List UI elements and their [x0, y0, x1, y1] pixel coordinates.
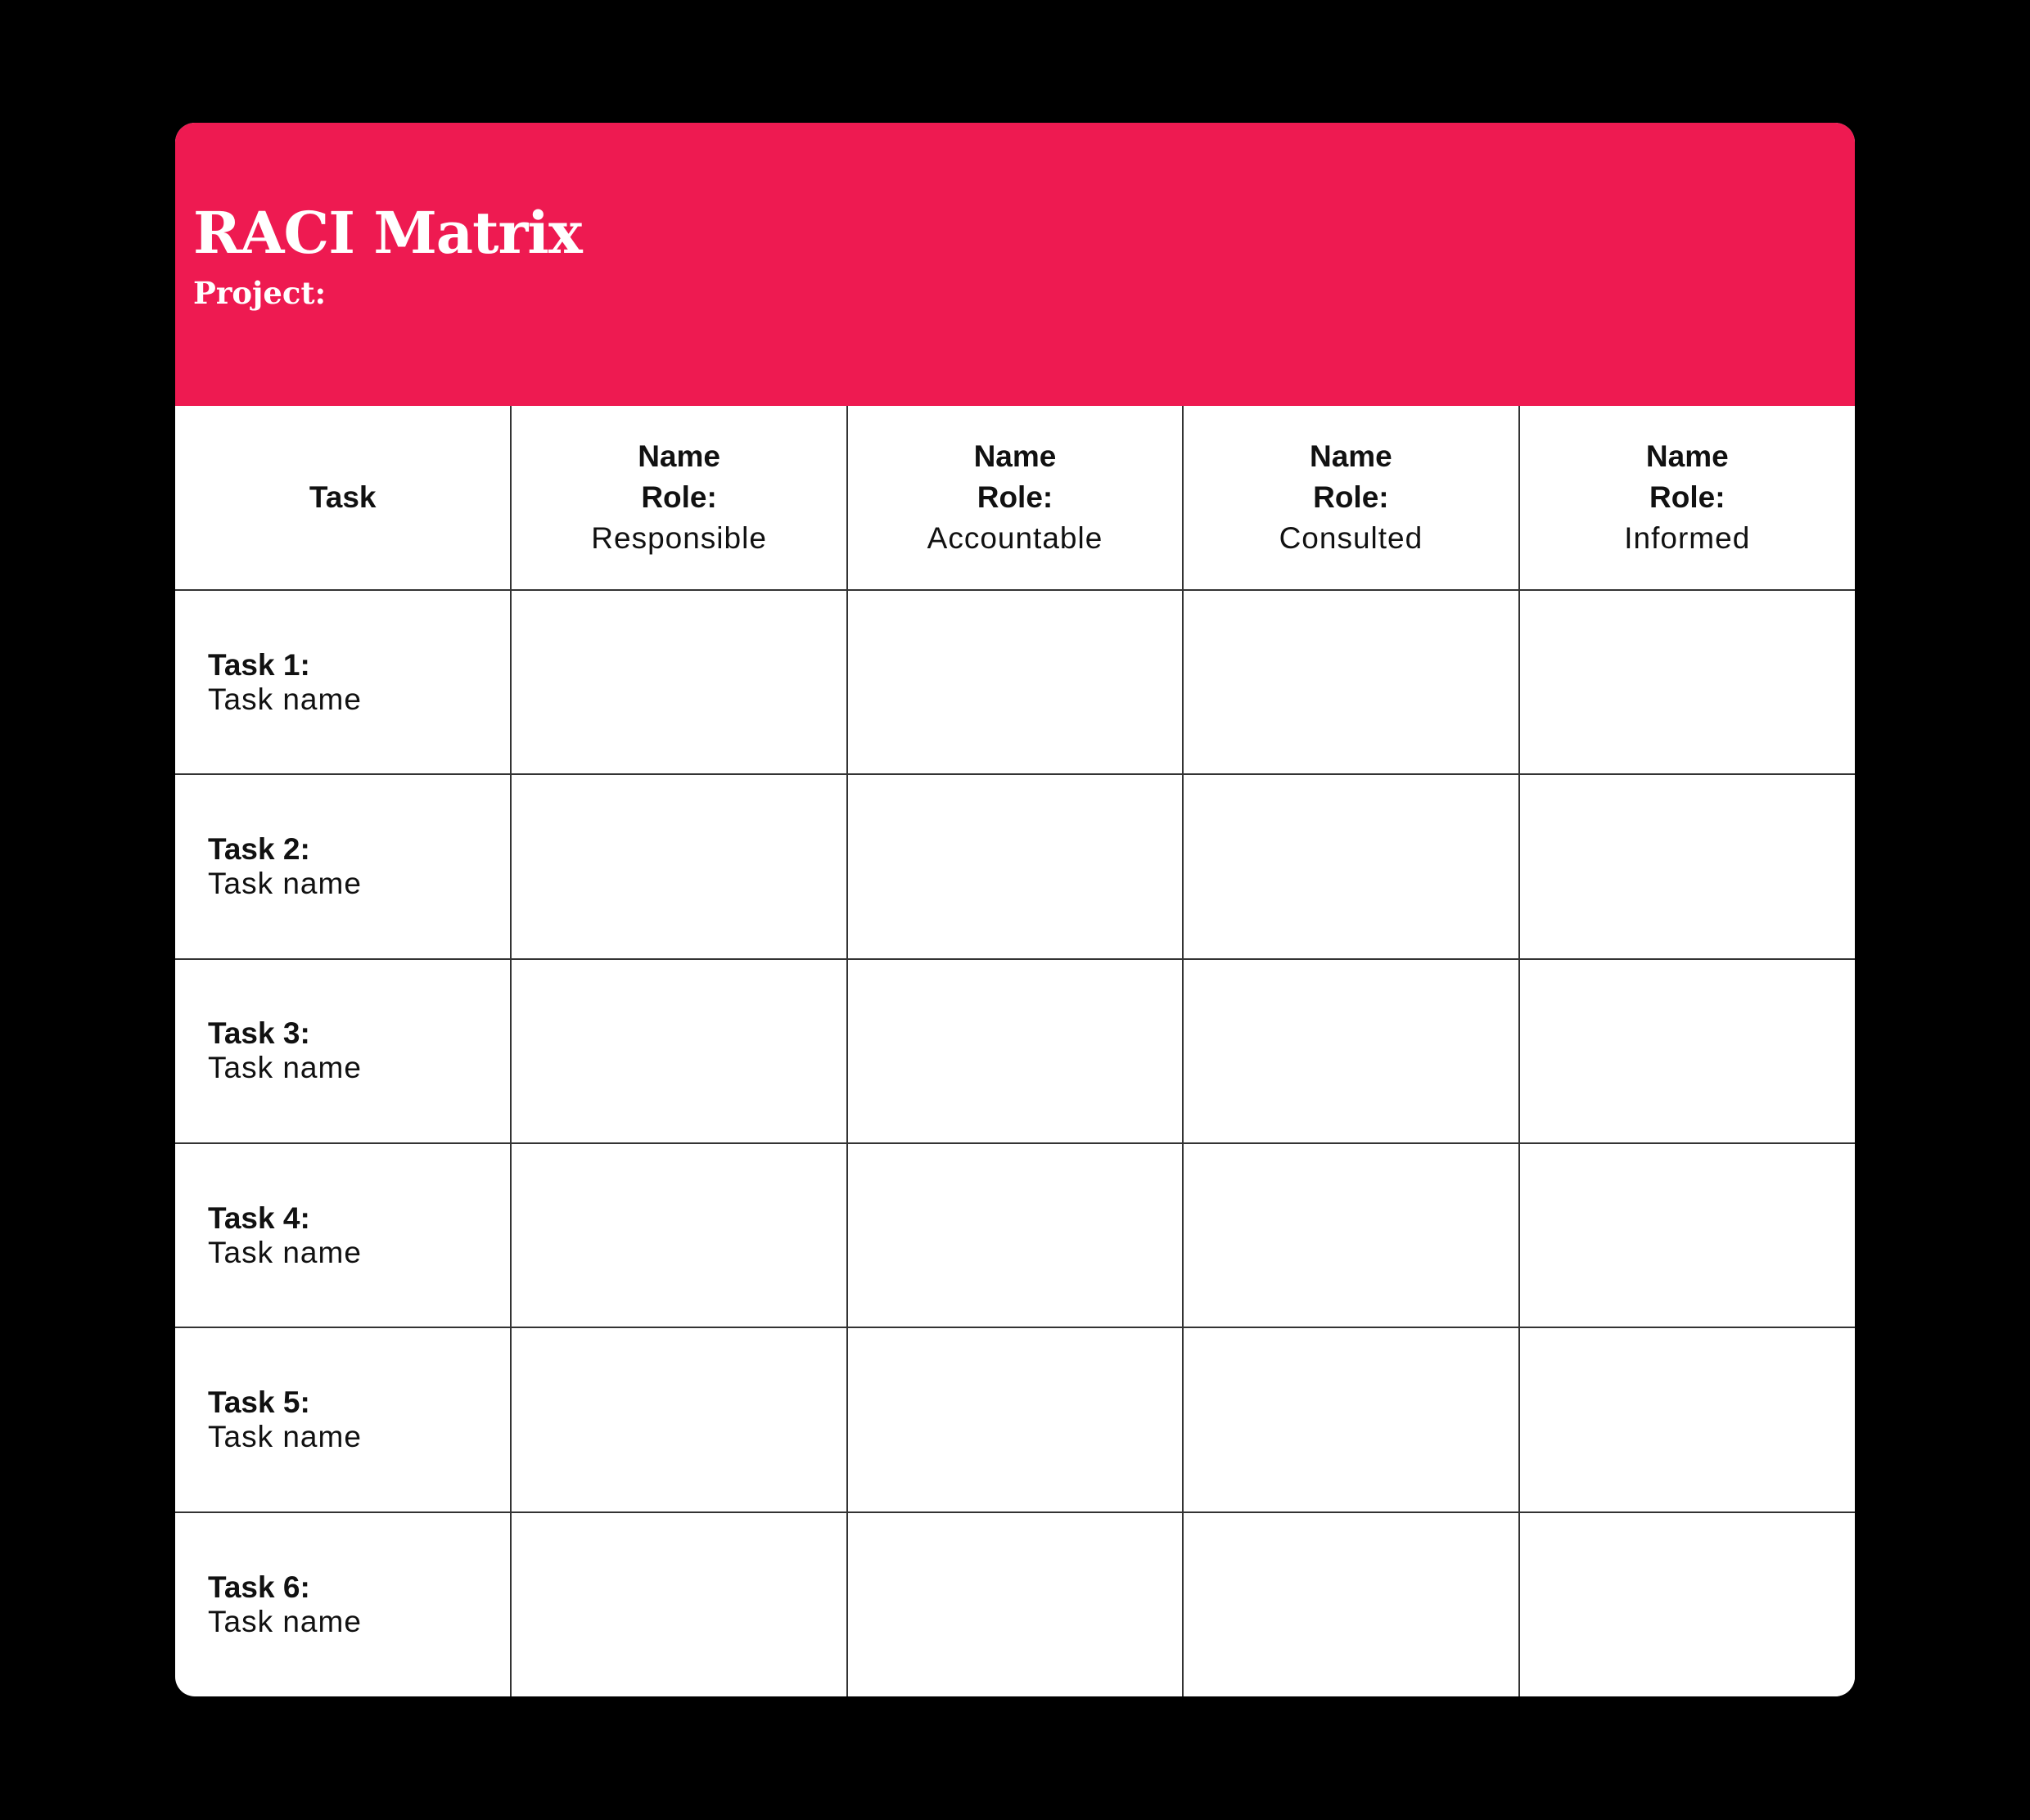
task-name: Task name — [208, 1235, 362, 1269]
informed-cell[interactable] — [1519, 590, 1855, 774]
task-name: Task name — [208, 866, 362, 900]
task-number: Task 1: — [208, 647, 310, 682]
consulted-cell[interactable] — [1183, 1327, 1518, 1511]
column-role-label: Role: — [977, 480, 1053, 514]
column-role: Informed — [1624, 521, 1751, 555]
task-cell[interactable] — [175, 1327, 511, 1511]
responsible-cell[interactable] — [511, 1143, 846, 1327]
table-row — [175, 1327, 1855, 1511]
header-row — [175, 406, 1855, 590]
informed-cell[interactable] — [1519, 1512, 1855, 1696]
column-role: Consulted — [1279, 521, 1423, 555]
column-name: Name — [1645, 439, 1729, 473]
table-row — [175, 774, 1855, 958]
task-name: Task name — [208, 1419, 362, 1453]
column-role-label: Role: — [1313, 480, 1389, 514]
column-header-informed[interactable] — [1519, 406, 1855, 590]
informed-cell[interactable] — [1519, 959, 1855, 1143]
task-header-label: Task — [309, 480, 377, 514]
column-name: Name — [1309, 439, 1392, 473]
accountable-cell[interactable] — [847, 774, 1183, 958]
informed-cell[interactable] — [1519, 1327, 1855, 1511]
raci-table — [175, 406, 1855, 1696]
accountable-cell[interactable] — [847, 1327, 1183, 1511]
consulted-cell[interactable] — [1183, 1143, 1518, 1327]
column-header-task — [175, 406, 511, 590]
column-name: Name — [973, 439, 1057, 473]
table-row — [175, 1143, 1855, 1327]
informed-cell[interactable] — [1519, 774, 1855, 958]
responsible-cell[interactable] — [511, 1512, 846, 1696]
responsible-cell[interactable] — [511, 1327, 846, 1511]
task-cell[interactable] — [175, 774, 511, 958]
task-cell[interactable] — [175, 959, 511, 1143]
project-label[interactable]: Project: — [193, 275, 327, 311]
consulted-cell[interactable] — [1183, 774, 1518, 958]
accountable-cell[interactable] — [847, 959, 1183, 1143]
table-row — [175, 590, 1855, 774]
consulted-cell[interactable] — [1183, 959, 1518, 1143]
raci-matrix-card — [175, 123, 1855, 1696]
task-cell[interactable] — [175, 1512, 511, 1696]
column-role-label: Role: — [641, 480, 717, 514]
column-role: Responsible — [591, 521, 767, 555]
accountable-cell[interactable] — [847, 1512, 1183, 1696]
informed-cell[interactable] — [1519, 1143, 1855, 1327]
header-band — [175, 123, 1855, 406]
column-role: Accountable — [927, 521, 1103, 555]
task-name: Task name — [208, 1604, 362, 1638]
table-row — [175, 959, 1855, 1143]
task-number: Task 4: — [208, 1201, 310, 1235]
responsible-cell[interactable] — [511, 590, 846, 774]
responsible-cell[interactable] — [511, 959, 846, 1143]
task-number: Task 6: — [208, 1570, 310, 1604]
column-header-accountable[interactable] — [847, 406, 1183, 590]
page-title: RACI Matrix — [193, 199, 582, 267]
task-number: Task 3: — [208, 1016, 310, 1051]
task-cell[interactable] — [175, 1143, 511, 1327]
task-number: Task 2: — [208, 831, 310, 866]
accountable-cell[interactable] — [847, 1143, 1183, 1327]
responsible-cell[interactable] — [511, 774, 846, 958]
accountable-cell[interactable] — [847, 590, 1183, 774]
column-header-consulted[interactable] — [1183, 406, 1518, 590]
consulted-cell[interactable] — [1183, 590, 1518, 774]
column-header-responsible[interactable] — [511, 406, 846, 590]
column-role-label: Role: — [1649, 480, 1726, 514]
task-number: Task 5: — [208, 1385, 310, 1419]
task-cell[interactable] — [175, 590, 511, 774]
table-row — [175, 1512, 1855, 1696]
task-name: Task name — [208, 1051, 362, 1085]
task-name: Task name — [208, 682, 362, 716]
column-name: Name — [638, 439, 720, 473]
consulted-cell[interactable] — [1183, 1512, 1518, 1696]
